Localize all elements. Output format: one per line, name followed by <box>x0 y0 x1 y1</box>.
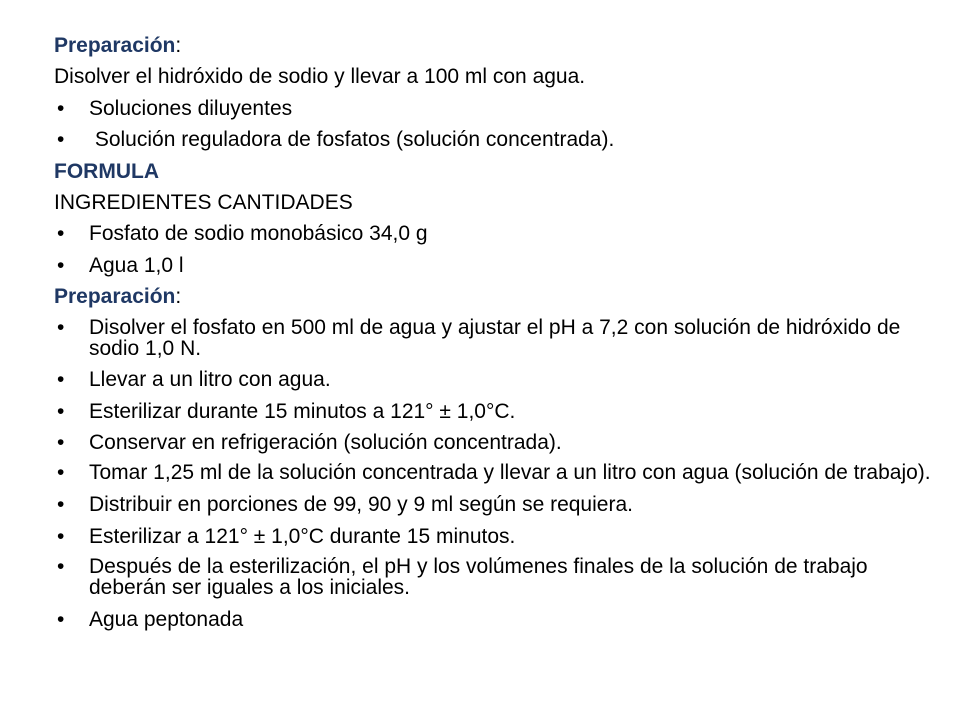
bullet-icon: • <box>57 368 65 392</box>
preparation-heading-1-colon: : <box>175 34 182 57</box>
preparation-heading-1-text: Preparación <box>54 34 176 57</box>
step-item <box>54 556 934 598</box>
bullet-icon: • <box>57 431 65 455</box>
step-text: Disolver el fosfato en 500 ml de agua y ajustar el pH a 7,2 con solución de hidróxido de sodio 1,0 N. <box>89 315 901 360</box>
step-item <box>54 608 934 632</box>
step-text: Esterilizar durante 15 minutos a 121° ± 1,0°C. <box>89 399 516 423</box>
step-text: Tomar 1,25 ml de la solución concentrada y llevar a un litro con agua (solución de trabajo). <box>89 461 931 485</box>
bullet-icon: • <box>57 253 65 277</box>
step-item <box>54 493 934 517</box>
bullet-diluents <box>54 97 934 121</box>
bullet-icon: • <box>57 222 65 246</box>
bullet-icon: • <box>57 555 65 579</box>
document-body <box>54 34 934 639</box>
preparation-heading-1 <box>54 34 934 58</box>
step-item <box>54 431 934 455</box>
bullet-icon: • <box>57 96 65 120</box>
bullet-icon: • <box>57 461 65 485</box>
step-text: Llevar a un litro con agua. <box>89 368 331 392</box>
preparation-heading-2-text: Preparación <box>54 285 176 309</box>
step-item <box>54 525 934 549</box>
preparation-heading-2-colon: : <box>175 285 182 309</box>
bullet-diluents-text: Soluciones diluyentes <box>89 96 293 120</box>
step-item <box>54 400 934 424</box>
ingredient-item <box>54 254 934 278</box>
bullet-icon: • <box>57 493 65 517</box>
bullet-phosphate-buffer-text: Solución reguladora de fosfatos (solución concentrada). <box>89 128 615 152</box>
step-text: Después de la esterilización, el pH y los volúmenes finales de la solución de trabajo deberán ser iguales a los iniciales. <box>89 555 868 600</box>
step-text: Esterilizar a 121° ± 1,0°C durante 15 minutos. <box>89 524 516 548</box>
bullet-icon: • <box>57 315 65 339</box>
bullet-icon: • <box>57 524 65 548</box>
formula-heading: FORMULA <box>54 159 159 183</box>
step-text: Conservar en refrigeración (solución concentrada). <box>89 431 562 455</box>
step-item <box>54 462 934 483</box>
bullet-icon: • <box>57 128 65 152</box>
step-item <box>54 317 934 359</box>
preparation-heading-2 <box>54 285 934 309</box>
ingredients-header: INGREDIENTES CANTIDADES <box>54 190 353 214</box>
step-text: Agua peptonada <box>89 607 244 631</box>
ingredient-item <box>54 222 934 246</box>
ingredient-text: Agua 1,0 l <box>89 253 184 277</box>
step-item <box>54 368 934 392</box>
step-text: Distribuir en porciones de 99, 90 y 9 ml según se requiera. <box>89 493 633 517</box>
ingredient-text: Fosfato de sodio monobásico 34,0 g <box>89 222 428 246</box>
bullet-icon: • <box>57 399 65 423</box>
bullet-icon: • <box>57 607 65 631</box>
dissolve-instruction: Disolver el hidróxido de sodio y llevar a 100 ml con agua. <box>54 65 586 89</box>
bullet-phosphate-buffer <box>54 128 934 152</box>
